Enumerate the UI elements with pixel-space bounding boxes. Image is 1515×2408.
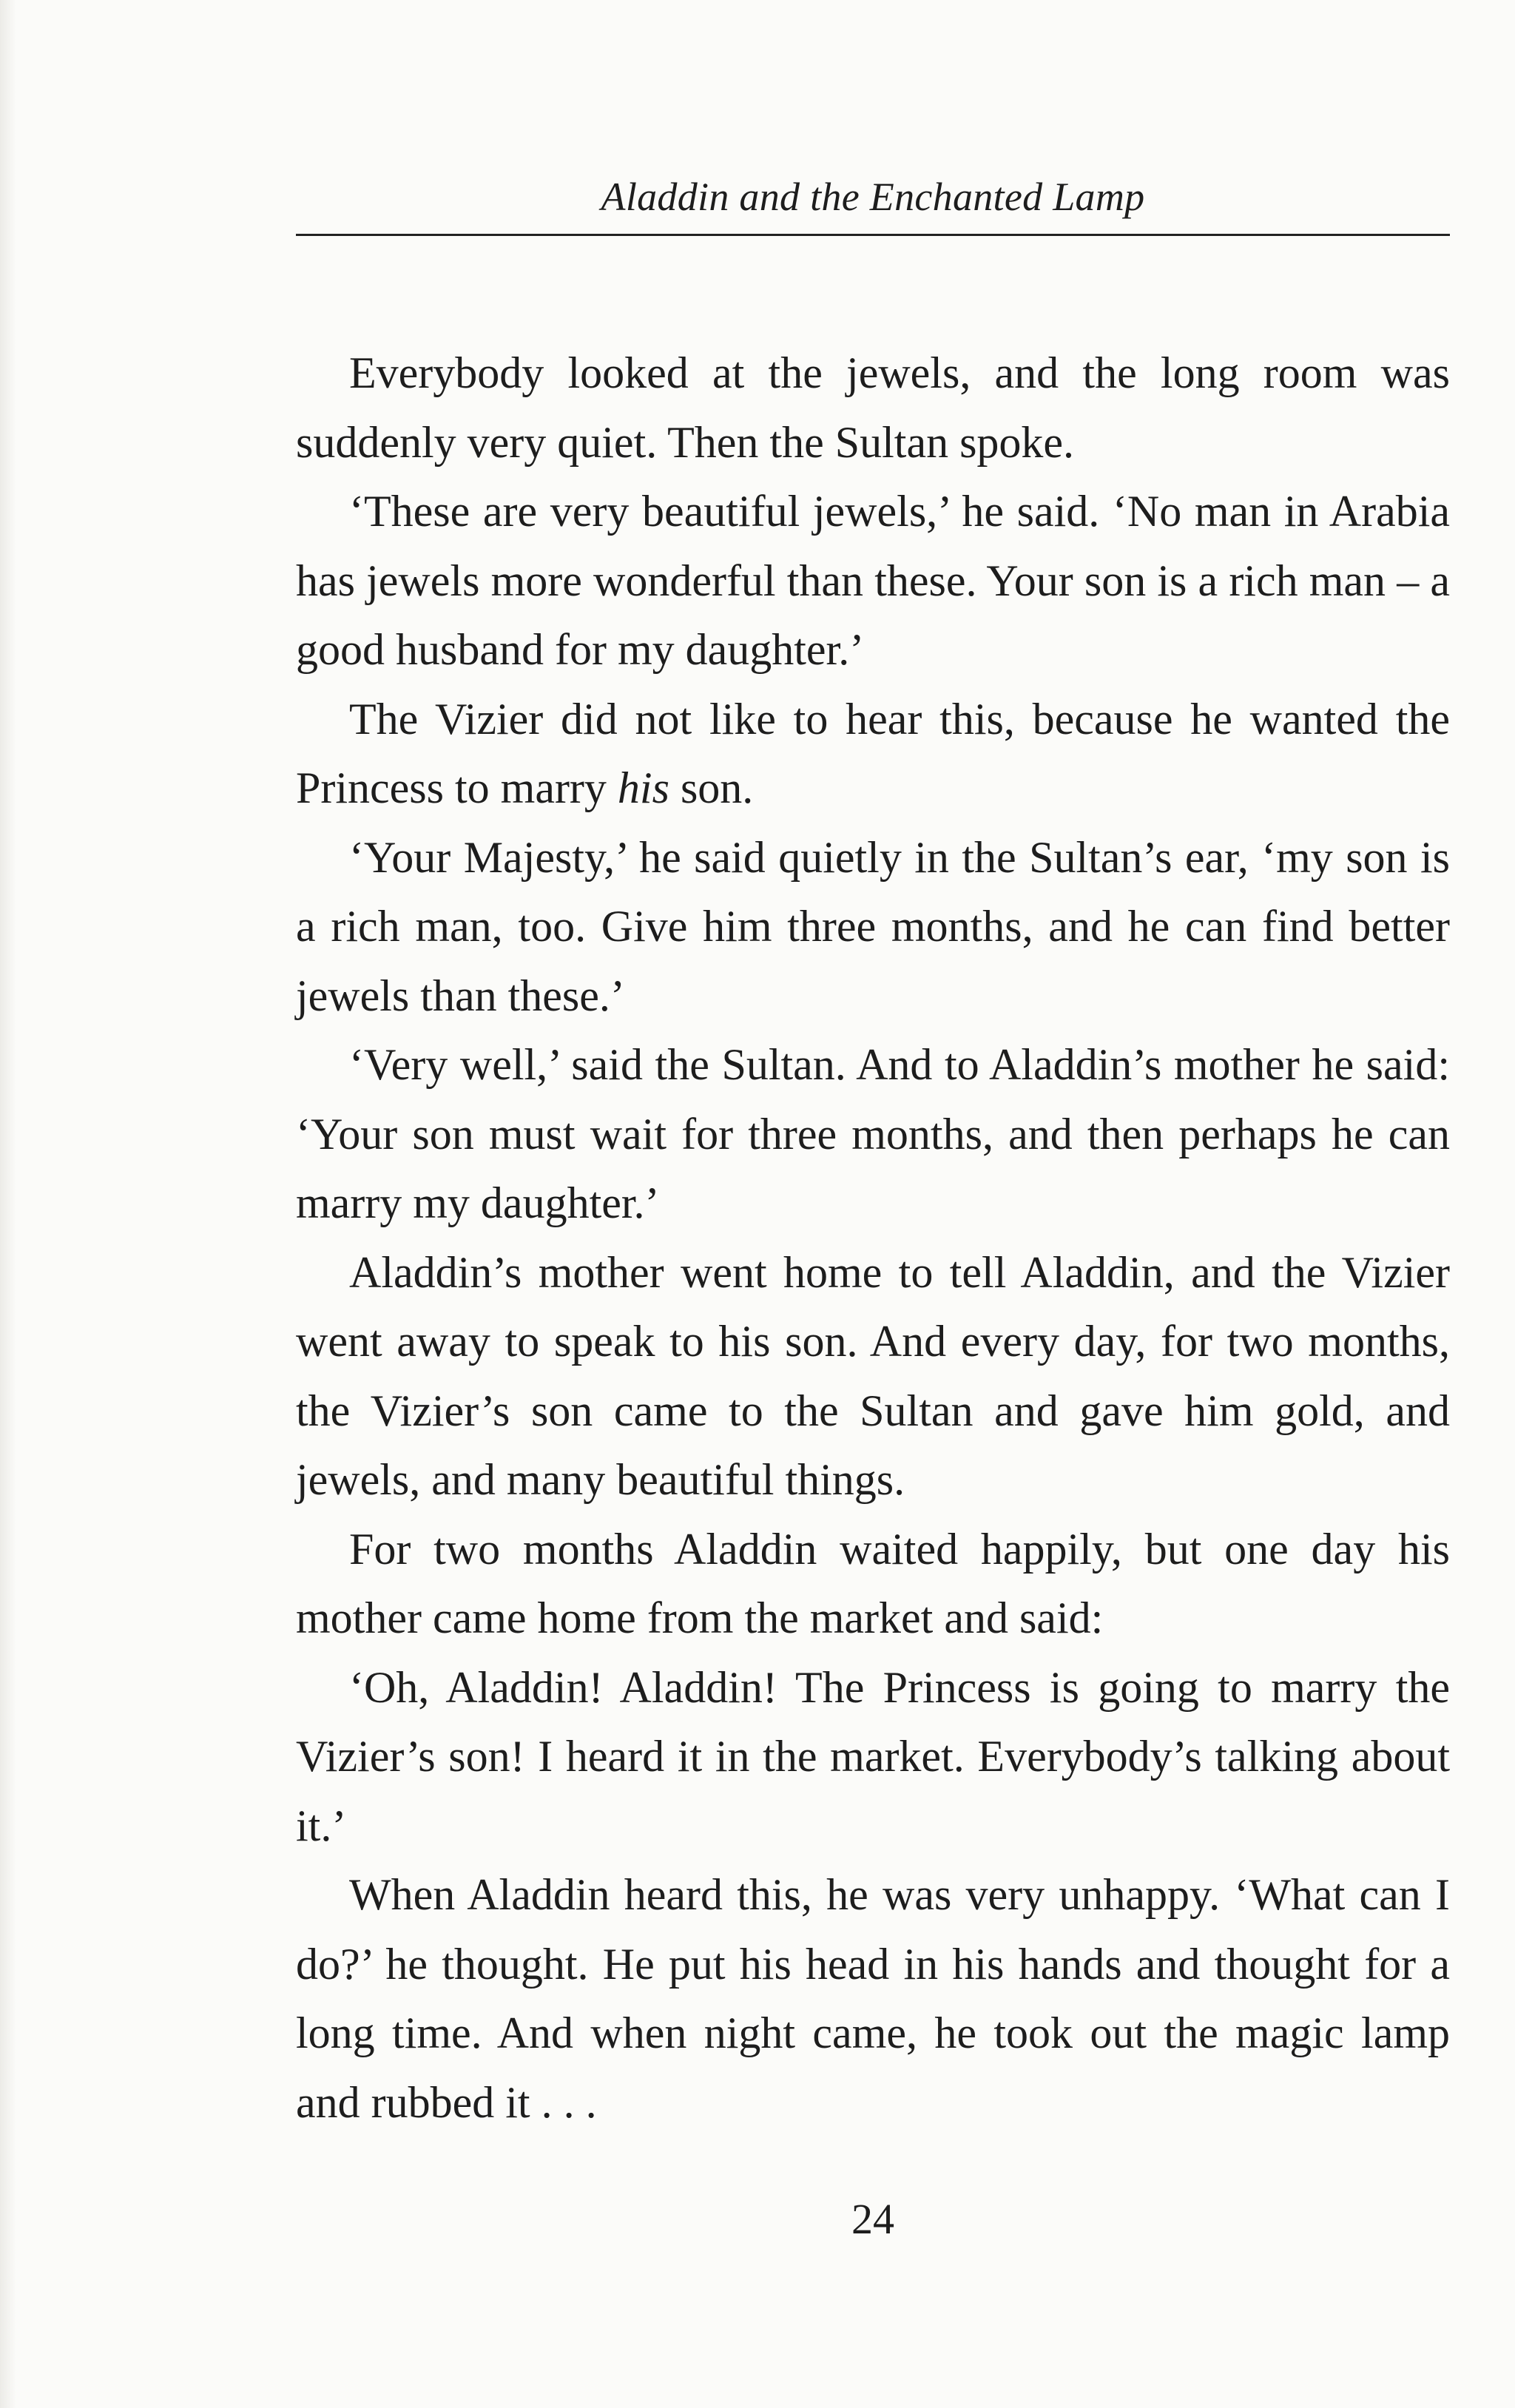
paragraph: Everybody looked at the jewels, and the long room was suddenly very quiet. Then the Sultan spoke. xyxy=(296,348,1450,467)
body-text xyxy=(296,339,1450,2137)
running-head-title: Aladdin and the Enchanted Lamp xyxy=(601,175,1145,219)
page-number: 24 xyxy=(851,2195,894,2243)
binding-edge-shadow xyxy=(0,0,16,2408)
emphasis: his xyxy=(617,763,669,812)
paragraph: ‘These are very beautiful jewels,’ he said. ‘No man in Arabia has jewels more wonderful than these. Your son is a rich man – a good husband for my daughter.’ xyxy=(296,487,1450,674)
paragraph: Aladdin’s mother went home to tell Aladdin, and the Vizier went away to speak to his son. And every day, for two months, the Vizier’s son came to the Sultan and gave him gold, and jewels, and many beautiful things. xyxy=(296,1247,1450,1504)
header-rule xyxy=(296,234,1450,236)
paragraph: ‘Your Majesty,’ he said quietly in the Sultan’s ear, ‘my son is a rich man, too. Give him three months, and he can find better jewels than these.’ xyxy=(296,832,1450,1020)
paragraph: ‘Very well,’ said the Sultan. And to Aladdin’s mother he said: ‘Your son must wait for three months, and then perhaps he can marry my daughter.’ xyxy=(296,1040,1450,1227)
paragraph: For two months Aladdin waited happily, but one day his mother came home from the market and said: xyxy=(296,1524,1450,1642)
running-head xyxy=(296,169,1450,235)
paragraph: When Aladdin heard this, he was very unhappy. ‘What can I do?’ he thought. He put his head in his hands and thought for a long time. And when night came, he took out the magic lamp and rubbed it . . . xyxy=(296,1870,1450,2127)
paragraph: ‘Oh, Aladdin! Aladdin! The Princess is going to marry the Vizier’s son! I heard it in the market. Everybody’s talking about it.’ xyxy=(296,1662,1450,1850)
paragraph: The Vizier did not like to hear this, because he wanted the Princess to marry his son. xyxy=(296,694,1450,812)
